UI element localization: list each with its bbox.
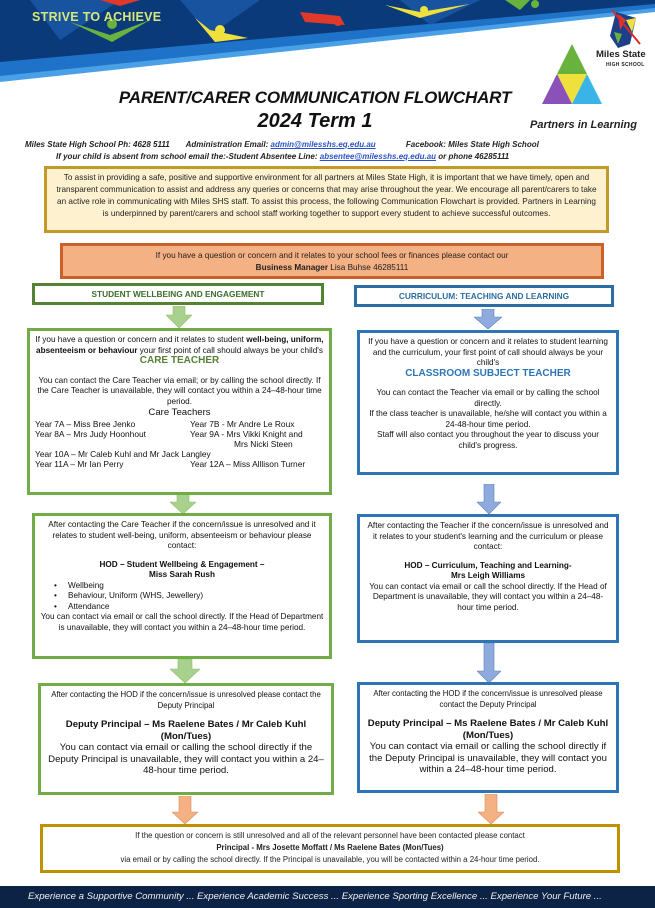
teacher-right: Year 7B - Mr Andre Le Roux	[190, 419, 295, 429]
principal-role: Principal - Mrs Josette Moffatt / Ms Raelene Bates (Mon/Tues)	[216, 843, 444, 852]
footer-banner: Experience a Supportive Community ... Experience Academic Success ... Experience Sporting Excellence ... Experience Your Future ...	[0, 886, 655, 908]
deputy-intro: After contacting the HOD if the concern/issue is unresolved please contact the Deputy Principal	[51, 690, 321, 710]
list-item	[35, 439, 324, 449]
arrow-down-icon	[166, 306, 192, 328]
list-item	[35, 419, 324, 429]
care-teacher-intro	[35, 335, 324, 356]
teacher-left: Year 11A – Mr Ian Perry	[35, 459, 124, 469]
hod-curriculum-name: Mrs Leigh Williams	[450, 571, 526, 580]
care-teacher-contact: You can contact the Care Teacher via email; or by calling the school directly. If the Care Teacher is unavailable, they will contact you within a 24–48-hour time period.	[37, 375, 322, 406]
school-name-sub: HIGH SCHOOL	[606, 62, 645, 68]
deputy-contact: You can contact via email or calling the school directly if the Deputy Principal is unavailable, they will contact you within a 24–48-hour time period.	[369, 741, 607, 775]
hod-curriculum-contact: You can contact via email or call the school directly. If the Head of Department is unavailable, they will contact you within a 24–48-hour time period.	[369, 581, 607, 612]
list-item: • Behaviour, Uniform (WHS, Jewellery)	[40, 591, 324, 602]
partners-in-learning-tagline: Partners in Learning	[530, 119, 637, 131]
arrow-down-icon	[172, 796, 198, 824]
subject-teacher-contact-1: You can contact the Teacher via email or by calling the school directly.	[376, 388, 600, 408]
arrow-down-icon	[478, 794, 504, 824]
teacher-left: Year 8A – Mrs Judy Hoonhout	[35, 429, 146, 439]
admin-email-link[interactable]: admin@milesshs.eq.edu.au	[270, 140, 376, 149]
principal-intro: If the question or concern is still unresolved and all of the relevant personnel have been contacted please contact	[135, 831, 525, 840]
hod-curriculum-role: HOD – Curriculum, Teaching and Learning-	[404, 560, 572, 570]
subject-teacher-heading: CLASSROOM SUBJECT TEACHER	[405, 367, 571, 379]
business-manager-box	[60, 243, 604, 279]
teacher-right: Year 9A - Mrs Vikki Knight and	[190, 429, 303, 439]
intro-text: If you have a question or concern and it relates to student	[35, 335, 247, 344]
arrow-down-icon	[170, 659, 200, 683]
subject-teacher-box	[357, 330, 619, 475]
hod-wellbeing-intro: After contacting the Care Teacher if the concern/issue is unresolved and it relates to student well-being, uniform, absenteeism or behaviour please contact:	[48, 520, 316, 550]
banner-slogan: STRIVE TO ACHIEVE	[32, 10, 162, 24]
hod-wellbeing-bullets	[40, 581, 324, 613]
hod-wellbeing-role: HOD – Student Wellbeing & Engagement –	[99, 559, 265, 569]
business-name: Lisa Buhse 46285111	[328, 263, 409, 272]
admin-email-label: Administration Email:	[185, 140, 269, 149]
deputy-contact: You can contact via email or calling the school directly if the Deputy Principal is unavailable, they will contact you within a 24–48-hour time period.	[48, 742, 324, 776]
absentee-label: If your child is absent from school email the:-Student Absentee Line:	[56, 152, 318, 161]
list-item: • Attendance	[40, 602, 324, 613]
page-subtitle: 2024 Term 1	[257, 110, 373, 132]
deputy-principal-wellbeing-box	[38, 683, 334, 795]
care-teacher-heading: CARE TEACHER	[139, 355, 220, 366]
curriculum-section-header: CURRICULUM: TEACHING AND LEARNING	[354, 285, 614, 307]
teacher-right: Year 12A – Miss Alllison Turner	[190, 459, 306, 469]
business-contact	[67, 262, 597, 274]
hod-wellbeing-box	[32, 513, 332, 659]
contact-line-2	[56, 152, 655, 161]
list-item: Year 10A – Mr Caleb Kuhl and Mr Jack Langley	[35, 449, 211, 459]
principal-box	[40, 824, 620, 873]
hod-curriculum-intro: After contacting the Teacher if the concern/issue is unresolved and it relates to your student's learning and the curriculum or please contact:	[367, 521, 609, 551]
subject-teacher-contact-3: Staff will also contact you throughout the year to discuss your child's progress.	[377, 430, 599, 450]
intro-text-end: your first point of call should always be your child's	[137, 345, 323, 355]
care-teachers-title: Care Teachers	[148, 407, 211, 418]
teacher-right: Mrs Nicki Steen	[234, 439, 293, 449]
intro-bold: well-being, uniform, absenteeism or behaviour	[36, 335, 324, 355]
care-teacher-box	[27, 328, 332, 495]
arrow-down-icon	[477, 484, 501, 514]
wellbeing-section-header: STUDENT WELLBEING AND ENGAGEMENT	[32, 283, 324, 305]
absentee-email-link[interactable]: absentee@milesshs.eq.edu.au	[319, 152, 437, 161]
school-phone: Miles State High School Ph: 4628 5111	[25, 140, 170, 149]
subject-teacher-contact-2: If the class teacher is unavailable, he/she will contact you within a 24-48-hour time period.	[369, 409, 607, 429]
deputy-role: Deputy Principal – Ms Raelene Bates / Mr Caleb Kuhl (Mon/Tues)	[367, 718, 609, 741]
arrow-down-icon	[474, 309, 502, 329]
contact-line-1	[25, 140, 635, 149]
teacher-left	[35, 439, 190, 449]
subject-teacher-intro: If you have a question or concern and it relates to student learning and the curriculum, your first point of call should always be your child's	[368, 337, 608, 367]
deputy-role: Deputy Principal – Ms Raelene Bates / Mr Caleb Kuhl (Mon/Tues)	[65, 719, 307, 742]
teacher-left: Year 7A – Miss Bree Jenko	[35, 419, 136, 429]
principal-contact: via email or by calling the school directly. If the Principal is unavailable, you will be contacted within a 24-hour time period.	[120, 855, 540, 864]
care-teachers-list	[35, 419, 324, 469]
list-item	[35, 429, 324, 439]
page-title: PARENT/CARER COMMUNICATION FLOWCHART	[118, 88, 512, 107]
hod-curriculum-box	[357, 514, 619, 643]
arrow-down-icon	[477, 643, 501, 683]
list-item	[35, 459, 324, 469]
hod-wellbeing-contact: You can contact via email or call the school directly. If the Head of Department is unavailable, they will contact you within a 24–48-hour time period.	[40, 612, 324, 632]
facebook-label: Facebook: Miles State High School	[405, 140, 539, 149]
absentee-phone: or phone 46285111	[438, 152, 510, 161]
list-item: • Wellbeing	[40, 581, 324, 592]
deputy-intro: After contacting the HOD if the concern/issue is unresolved please contact the Deputy Principal	[373, 689, 603, 709]
deputy-principal-curriculum-box	[357, 682, 619, 793]
hod-wellbeing-name: Miss Sarah Rush	[149, 570, 215, 579]
school-name: Miles State	[596, 49, 646, 60]
arrow-down-icon	[170, 494, 196, 514]
business-role: Business Manager	[255, 263, 329, 272]
business-text: If you have a question or concern and it relates to your school fees or finances please contact our	[155, 251, 509, 260]
intro-box: To assist in providing a safe, positive and supportive environment for all partners at Miles State High, it is important that we have timely, open and transparent communication to assist and address any queries or concerns that may arise throughout the year. We encourage all parent/carers to take an active role in communicating with Miles SHS staff. To assist this process, the following Communication Flowchart is provided. Partners in Learning is underpinned by parent/carers and school staff working together to support every student to achieve successful outcomes.	[44, 166, 609, 233]
